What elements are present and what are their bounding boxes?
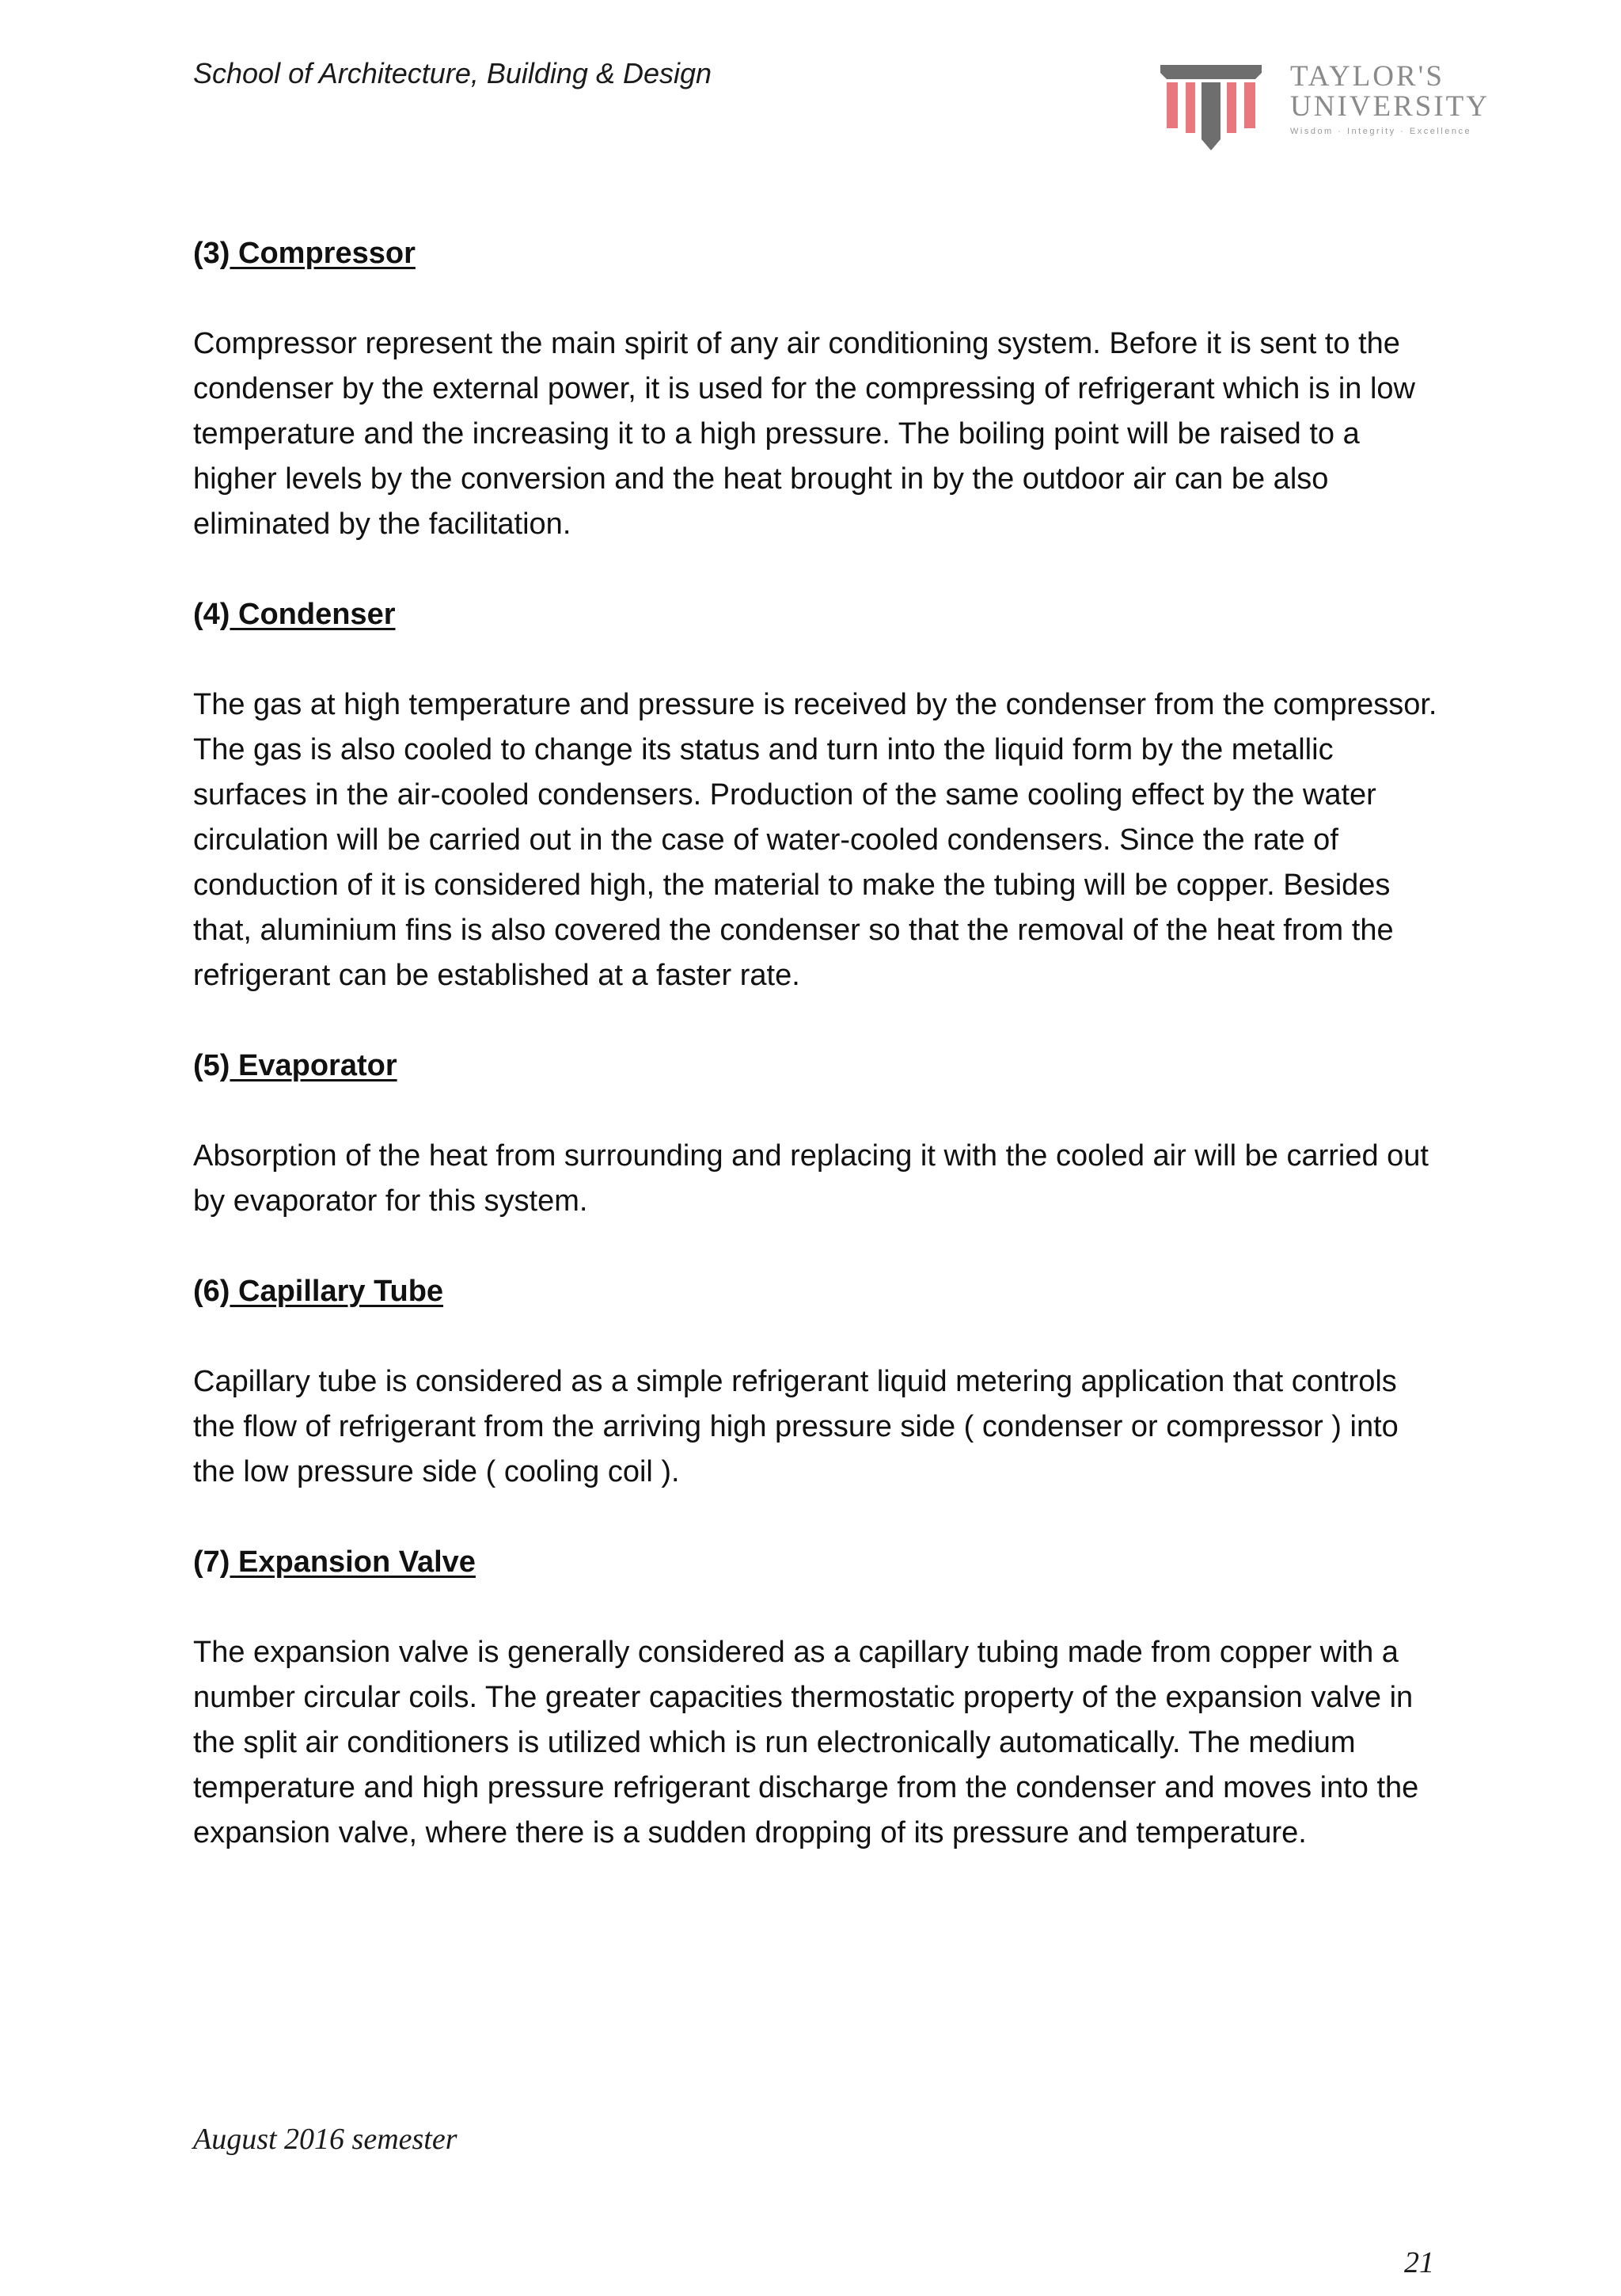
- logo-tagline: Wisdom · Integrity · Excellence: [1290, 127, 1472, 136]
- section-heading: [193, 231, 1444, 276]
- section-title: Capillary Tube: [230, 1275, 444, 1308]
- section-heading: [193, 1043, 1444, 1089]
- university-logo: [1159, 62, 1531, 157]
- page-number: 21: [1404, 2246, 1434, 2279]
- section-title: Compressor: [230, 237, 416, 270]
- section-number: (6): [193, 1275, 230, 1308]
- school-name: School of Architecture, Building & Design: [193, 57, 712, 89]
- section-expansion-valve: [193, 1540, 1444, 1856]
- section-heading: [193, 592, 1444, 637]
- section-evaporator: [193, 1043, 1444, 1224]
- section-title: Condenser: [230, 598, 396, 631]
- logo-name-line2: UNIVERSITY: [1290, 90, 1490, 123]
- footer-semester: August 2016 semester: [193, 2123, 457, 2156]
- section-condenser: [193, 592, 1444, 998]
- section-heading: [193, 1269, 1444, 1314]
- logo-name-line1: TAYLOR'S: [1290, 60, 1444, 93]
- section-title: Evaporator: [230, 1049, 397, 1082]
- section-title: Expansion Valve: [230, 1545, 476, 1579]
- section-compressor: [193, 231, 1444, 547]
- logo-wordmark: [1290, 62, 1490, 122]
- section-capillary-tube: [193, 1269, 1444, 1495]
- section-paragraph: Capillary tube is considered as a simple refrigerant liquid metering application that controls the flow of refrigerant from the arriving high pressure side ( condenser or compressor ) into the low pressure side ( cooling coil ).: [193, 1365, 1399, 1488]
- section-paragraph: Absorption of the heat from surrounding and replacing it with the cooled air will be carried out by evaporator for this system.: [193, 1139, 1429, 1218]
- section-number: (5): [193, 1049, 230, 1082]
- section-heading: [193, 1540, 1444, 1585]
- taylors-university-logo-icon: [1159, 62, 1270, 157]
- section-paragraph: Compressor represent the main spirit of any air conditioning system. Before it is sent to the condenser by the external power, it is used for the compressing of refrigerant which is in low temperature and the increasing it to a high pressure. The boiling point will be raised to a higher levels by the conversion and the heat brought in by the outdoor air can be also eliminated by the facilitation.: [193, 327, 1415, 541]
- section-paragraph: The gas at high temperature and pressure is received by the condenser from the compressor. The gas is also cooled to change its status and turn into the liquid form by the metallic surfaces in the air-cooled condensers. Production of the same cooling effect by the water circulation will be carried out in the case of water-cooled condensers. Since the rate of conduction of it is considered high, the material to make the tubing will be copper. Besides that, aluminium fins is also covered the condenser so that the removal of the heat from the refrigerant can be established at a faster rate.: [193, 688, 1437, 992]
- section-number: (4): [193, 598, 230, 631]
- section-number: (3): [193, 237, 230, 270]
- document-body: [193, 231, 1444, 1901]
- section-number: (7): [193, 1545, 230, 1579]
- section-paragraph: The expansion valve is generally considered as a capillary tubing made from copper with a number circular coils. The greater capacities thermostatic property of the expansion valve in the split air conditioners is utilized which is run electronically automatically. The medium temperature and high pressure refrigerant discharge from the condenser and moves into the expansion valve, where there is a sudden dropping of its pressure and temperature.: [193, 1636, 1419, 1849]
